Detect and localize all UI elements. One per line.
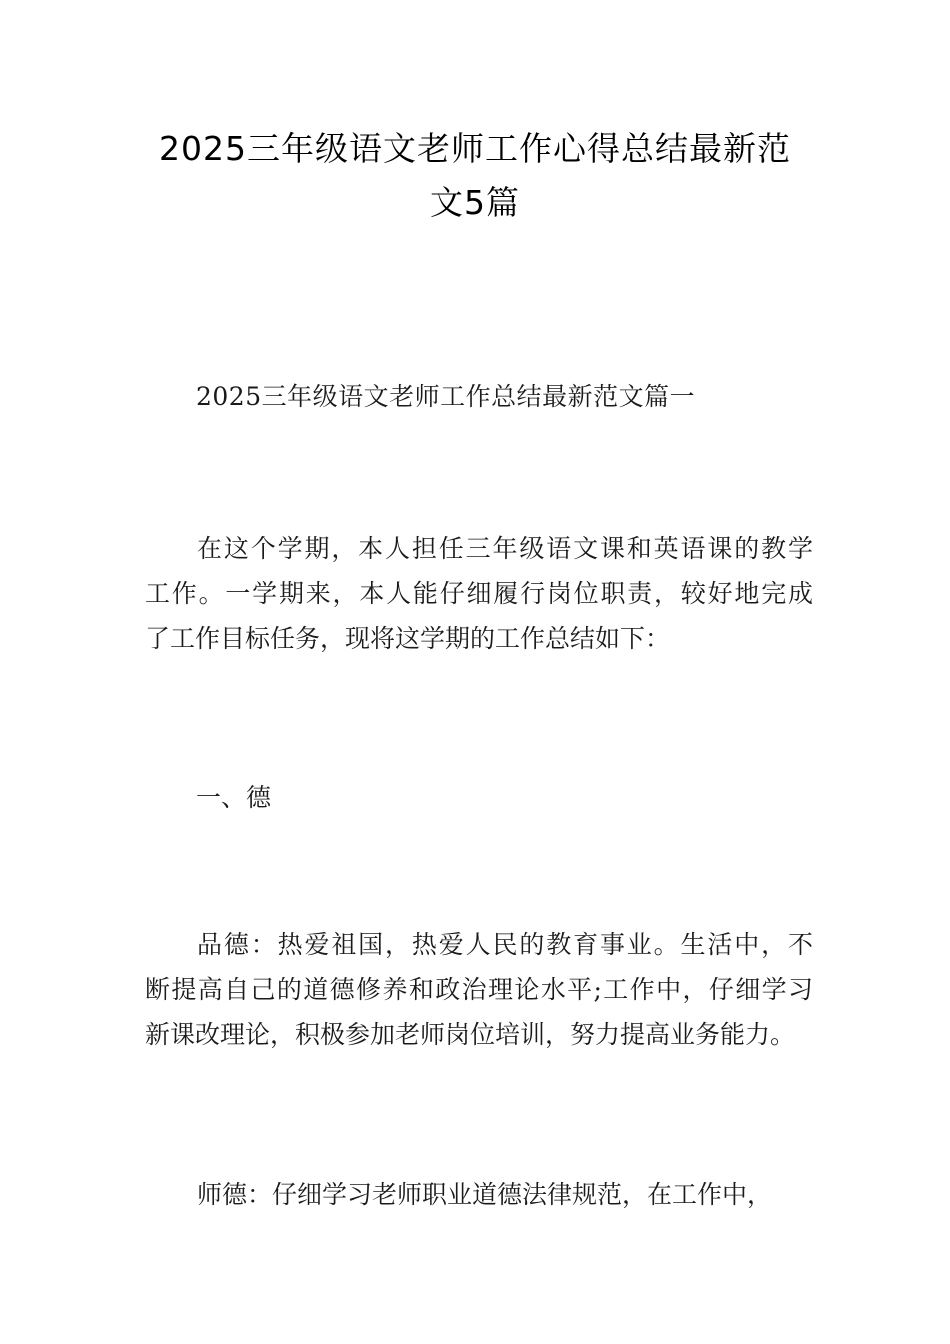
paragraph-intro [145, 526, 813, 661]
paragraph-line: 断提高自己的道德修养和政治理论水平;工作中，仔细学习 [145, 975, 813, 1004]
paragraph-line: 品德：热爱祖国，热爱人民的教育事业。生活中，不 [197, 930, 813, 959]
section-heading: 一、德 [196, 783, 272, 812]
paragraph-line: 新课改理论，积极参加老师岗位培训，努力提高业务能力。 [145, 1020, 796, 1049]
title-line-2: 文5篇 [430, 183, 520, 222]
paragraph-line: 了工作目标任务，现将这学期的工作总结如下： [145, 624, 671, 653]
document-title [140, 122, 810, 230]
paragraph-line: 师德：仔细学习老师职业道德法律规范，在工作中， [197, 1180, 773, 1209]
paragraph-line: 在这个学期，本人担任三年级语文课和英语课的教学 [197, 534, 813, 563]
paragraph-moral-character [145, 922, 813, 1057]
paragraph-line: 工作。一学期来，本人能仔细履行岗位职责，较好地完成 [145, 579, 813, 608]
paragraph-teacher-ethics [145, 1172, 813, 1217]
title-line-1: 2025三年级语文老师工作心得总结最新范 [159, 129, 791, 168]
article-subheading: 2025三年级语文老师工作总结最新范文篇一 [196, 382, 696, 411]
